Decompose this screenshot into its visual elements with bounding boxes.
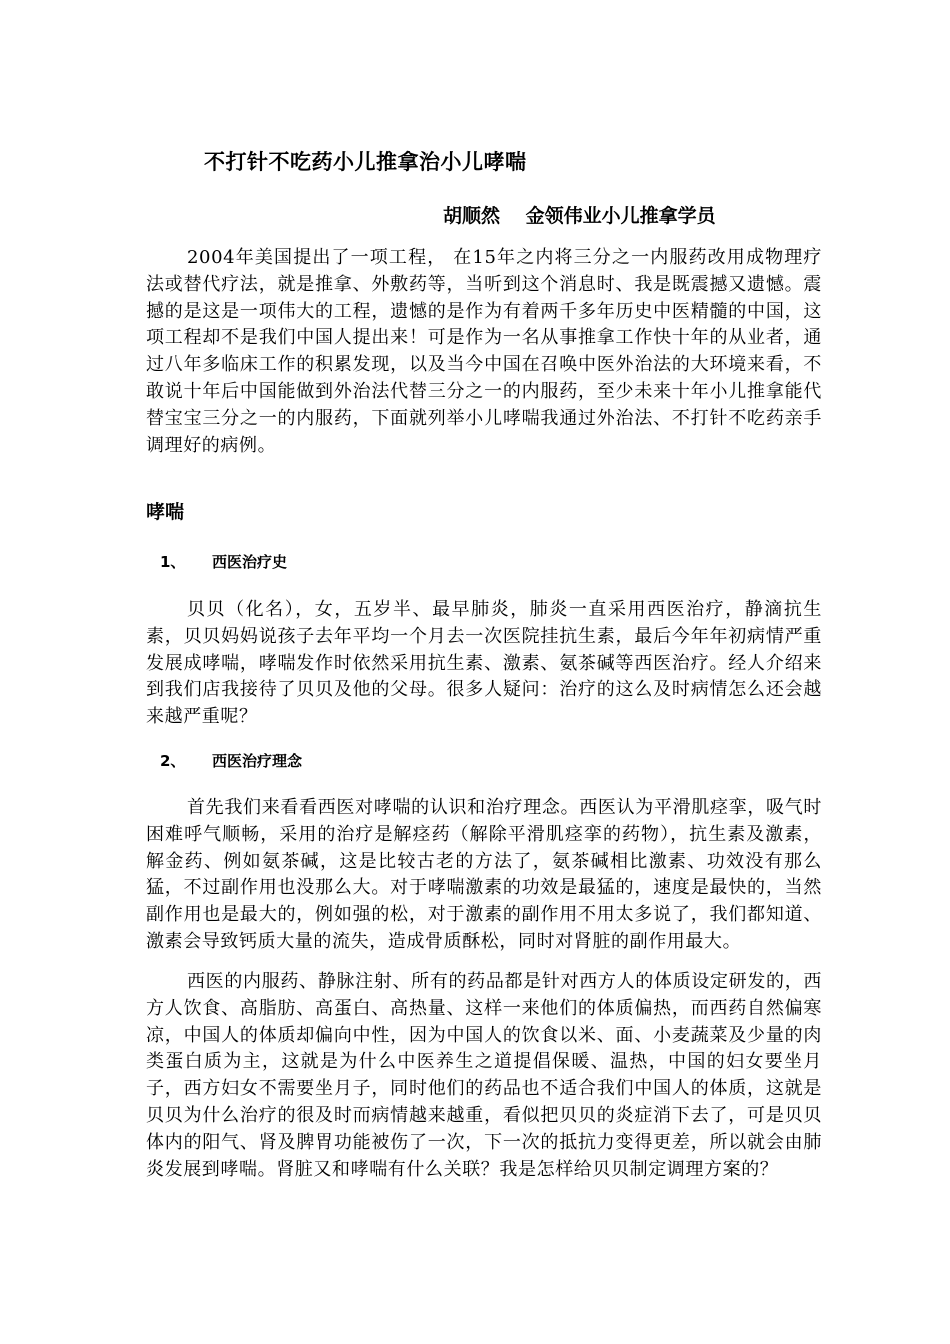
subsection-title: 西医治疗理念 [212,752,303,770]
subsection-number: 1、 [160,553,186,571]
subsection-title: 西医治疗史 [212,553,288,571]
subsection-heading [160,551,287,572]
subsection-number: 2、 [160,752,186,770]
subsection-heading [160,750,302,771]
intro-paragraph: 2004年美国提出了一项工程， 在15年之内将三分之一内服药改用成物理疗法或替代疗法，就是推拿、外敷药等，当听到这个消息时、我是既震撼又遗憾。震撼的是这是一项伟大的工程，遗憾的是作为有着两千多年历史中医精髓的中国，这项工程却不是我们中国人提出来！可是作为一名从事推拿工作快十年的从业者，通过八年多临床工作的积累发现，以及当今中国在召唤中医外治法的大环境来看，不敢说十年后中国能做到外治法代替三分之一的内服药，至少未来十年小儿推拿能代替宝宝三分之一的内服药，下面就列举小儿哮喘我通过外治法、不打针不吃药亲手调理好的病例。 [146,247,822,456]
author-line: 胡顺然 金领伟业小儿推拿学员 [443,205,716,227]
document-title: 不打针不吃药小儿推拿治小儿哮喘 [204,150,527,174]
body-paragraph: 贝贝（化名），女，五岁半、最早肺炎，肺炎一直采用西医治疗，静滴抗生素，贝贝妈妈说孩子去年平均一个月去一次医院挂抗生素，最后今年年初病情严重发展成哮喘，哮喘发作时依然采用抗生素、激素、氨茶碱等西医治疗。经人介绍来到我们店我接待了贝贝及他的父母。很多人疑问：治疗的这么及时病情怎么还会越来越严重呢？ [146,599,822,728]
body-paragraph: 首先我们来看看西医对哮喘的认识和治疗理念。西医认为平滑肌痉挛，吸气时困难呼气顺畅，采用的治疗是解痉药（解除平滑肌痉挛的药物），抗生素及激素，解金药、例如氨茶碱，这是比较古老的方法了，氨茶碱相比激素、功效没有那么猛，不过副作用也没那么大。对于哮喘激素的功效是最猛的，速度是最快的，当然副作用也是最大的，例如强的松，对于激素的副作用不用太多说了，我们都知道、激素会导致钙质大量的流失，造成骨质酥松，同时对肾脏的副作用最大。 [146,797,822,952]
section-heading: 哮喘 [146,501,185,523]
body-paragraph: 西医的内服药、静脉注射、所有的药品都是针对西方人的体质设定研发的，西方人饮食、高脂肪、高蛋白、高热量、这样一来他们的体质偏热，而西药自然偏寒凉，中国人的体质却偏向中性，因为中国人的饮食以米、面、小麦蔬菜及少量的肉类蛋白质为主，这就是为什么中医养生之道提倡保暖、温热，中国的妇女要坐月子，西方妇女不需要坐月子，同时他们的药品也不适合我们中国人的体质，这就是贝贝为什么治疗的很及时而病情越来越重，看似把贝贝的炎症消下去了，可是贝贝体内的阳气、肾及脾胃功能被伤了一次，下一次的抵抗力变得更差，所以就会由肺炎发展到哮喘。肾脏又和哮喘有什么关联？我是怎样给贝贝制定调理方案的？ [146,971,822,1180]
